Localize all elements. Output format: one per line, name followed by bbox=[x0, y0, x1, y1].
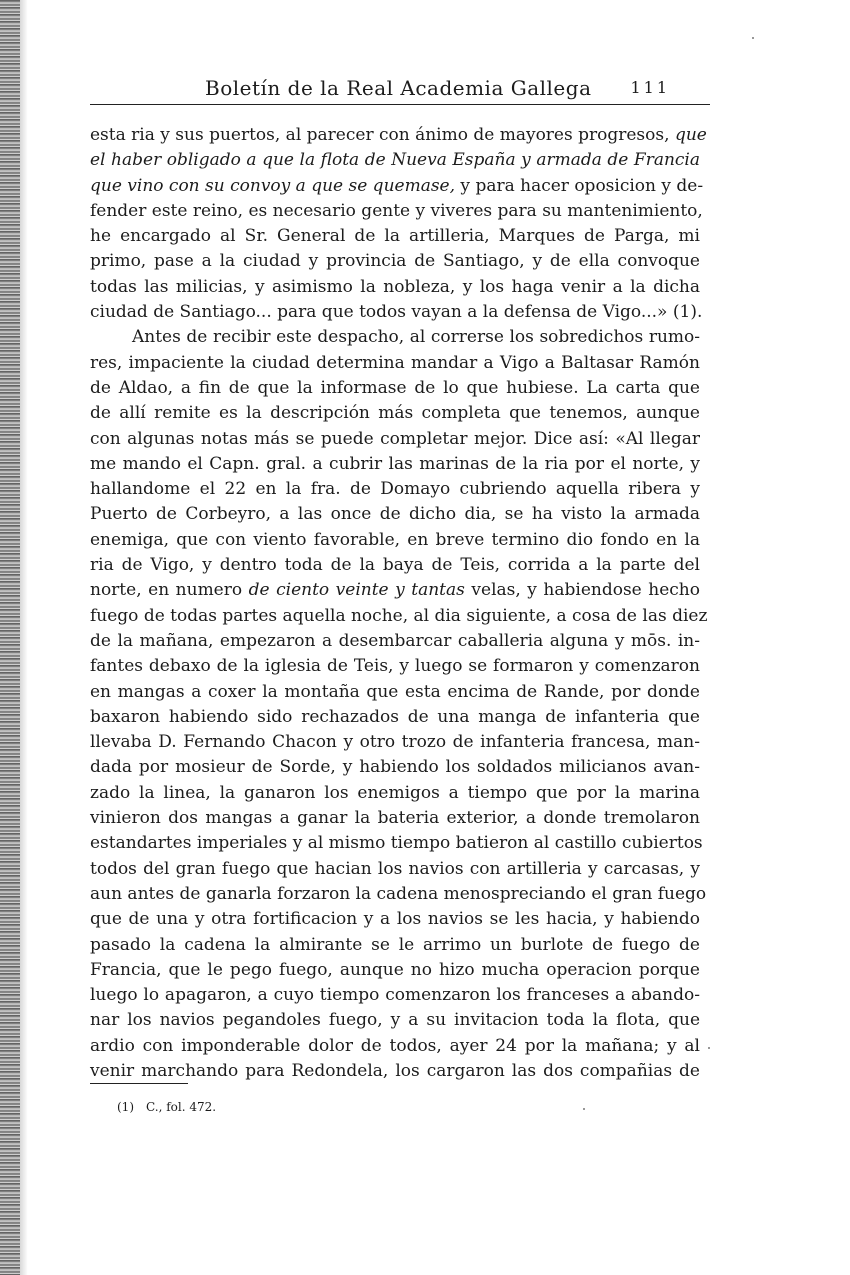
text-span: y para hacer oposicion y de- bbox=[455, 175, 704, 196]
text-span: todos del gran fuego que hacian los navios con artilleria y carcasas, y bbox=[90, 858, 700, 879]
text-span: de la mañana, empezaron a desembarcar caballeria alguna y mōs. in- bbox=[90, 630, 700, 651]
text-line bbox=[90, 427, 700, 452]
text-line bbox=[90, 604, 708, 629]
paper-speck bbox=[752, 37, 754, 39]
text-line bbox=[90, 300, 703, 325]
italic-text: que vino con su convoy a que se quemase, bbox=[90, 175, 456, 196]
text-line bbox=[90, 705, 700, 730]
text-span: que de una y otra fortificacion y a los navios se les hacia, y habiendo bbox=[90, 909, 700, 930]
text-line bbox=[90, 249, 700, 274]
text-span: de Aldao, a fin de que la informase de lo que hubiese. La carta que bbox=[90, 377, 700, 398]
italic-text: el haber obligado a que la flota de Nueva España y armada de Francia bbox=[90, 150, 700, 171]
text-line bbox=[90, 275, 700, 300]
text-span: fuego de todas partes aquella noche, al dia siguiente, a cosa de las diez bbox=[90, 605, 708, 626]
text-span: Antes de recibir este despacho, al correrse los sobredichos rumo- bbox=[132, 327, 700, 348]
text-line bbox=[90, 654, 700, 679]
page-number: 111 bbox=[630, 78, 670, 97]
binding-edge bbox=[0, 0, 20, 1275]
text-line bbox=[90, 755, 700, 780]
text-line bbox=[90, 553, 700, 578]
text-line bbox=[90, 983, 700, 1008]
text-span: he encargado al Sr. General de la artilleria, Marques de Parga, mi bbox=[90, 226, 700, 247]
text-span: venir marchando para Redondela, los cargaron las dos compañias de bbox=[90, 1060, 700, 1081]
text-line bbox=[90, 452, 700, 477]
running-header bbox=[90, 76, 710, 104]
italic-text: de ciento veinte y tantas bbox=[248, 580, 465, 601]
text-line bbox=[90, 351, 700, 376]
text-line bbox=[90, 1008, 700, 1033]
text-span: nar los navios pegandoles fuego, y a su invitacion toda la flota, que bbox=[90, 1010, 700, 1031]
text-line bbox=[90, 376, 700, 401]
text-line bbox=[90, 680, 700, 705]
text-span: luego lo apagaron, a cuyo tiempo comenzaron los franceses a abando- bbox=[90, 985, 700, 1006]
paper-speck bbox=[583, 1108, 585, 1110]
italic-text: que bbox=[674, 125, 707, 145]
text-line bbox=[90, 325, 700, 350]
text-span: velas, y habiendose hecho bbox=[464, 580, 700, 601]
text-span: norte, en numero bbox=[90, 580, 249, 601]
text-span: hallandome el 22 en la fra. de Domayo cubriendo aquella ribera y bbox=[90, 479, 700, 500]
text-span: baxaron habiendo sido rechazados de una manga de infanteria que bbox=[90, 706, 700, 727]
text-span: con algunas notas más se puede completar mejor. Dice así: «Al llegar bbox=[90, 428, 700, 449]
footnote-rule bbox=[90, 1083, 188, 1084]
text-line bbox=[90, 806, 700, 831]
text-line bbox=[90, 502, 700, 527]
text-span: enemiga, que con viento favorable, en breve termino dio fondo en la bbox=[90, 529, 700, 550]
text-span: primo, pase a la ciudad y provincia de Santiago, y de ella convoque bbox=[90, 251, 700, 272]
text-line bbox=[90, 401, 700, 426]
text-span: Puerto de Corbeyro, a las once de dicho dia, se ha visto la armada bbox=[90, 504, 700, 525]
footnote-text: C., fol. 472. bbox=[146, 1100, 217, 1114]
text-line bbox=[90, 629, 700, 654]
text-span: llevaba D. Fernando Chacon y otro trozo de infanteria francesa, man- bbox=[90, 732, 700, 753]
body-text bbox=[90, 123, 708, 1084]
text-span: vinieron dos mangas a ganar la bateria exterior, a donde tremolaron bbox=[90, 808, 700, 829]
text-line bbox=[90, 528, 700, 553]
footnote bbox=[117, 1100, 216, 1114]
text-span: dada por mosieur de Sorde, y habiendo los soldados milicianos avan- bbox=[90, 757, 700, 778]
text-span: estandartes imperiales y al mismo tiempo batieron al castillo cubiertos bbox=[90, 833, 703, 854]
text-span: res, impaciente la ciudad determina mandar a Vigo a Baltasar Ramón bbox=[90, 352, 700, 373]
text-line bbox=[90, 174, 704, 199]
text-span: ria de Vigo, y dentro toda de la baya de Teis, corrida a la parte del bbox=[90, 555, 700, 576]
header-rule bbox=[90, 104, 710, 105]
text-line bbox=[90, 1034, 700, 1059]
text-line bbox=[90, 831, 703, 856]
text-line bbox=[90, 148, 700, 173]
running-title: Boletín de la Real Academia Gallega bbox=[205, 76, 592, 100]
text-span: me mando el Capn. gral. a cubrir las marinas de la ria por el norte, y bbox=[90, 453, 700, 474]
text-span: Francia, que le pego fuego, aunque no hizo mucha operacion porque bbox=[90, 959, 700, 980]
text-line bbox=[90, 224, 700, 249]
text-span: aun antes de ganarla forzaron la cadena menospreciando el gran fuego bbox=[90, 883, 707, 904]
text-line bbox=[90, 857, 700, 882]
text-line bbox=[90, 477, 700, 502]
text-span: en mangas a coxer la montaña que esta encima de Rande, por donde bbox=[90, 681, 700, 702]
text-span: fender este reino, es necesario gente y viveres para su mantenimiento, bbox=[90, 200, 703, 221]
text-span: pasado la cadena la almirante se le arrimo un burlote de fuego de bbox=[90, 934, 700, 955]
text-span: zado la linea, la ganaron los enemigos a tiempo que por la marina bbox=[90, 782, 700, 803]
footnote-marker: (1) bbox=[117, 1100, 134, 1114]
text-line bbox=[90, 199, 703, 224]
text-span: esta ria y sus puertos, al parecer con ánimo de mayores progresos, bbox=[90, 125, 675, 145]
text-line bbox=[90, 578, 700, 603]
text-line bbox=[90, 933, 700, 958]
text-span: fantes debaxo de la iglesia de Teis, y luego se formaron y comenzaron bbox=[90, 656, 700, 677]
text-line bbox=[90, 958, 700, 983]
text-line bbox=[90, 1059, 700, 1084]
text-line bbox=[90, 781, 700, 806]
text-span: ciudad de Santiago... para que todos vayan a la defensa de Vigo...» (1). bbox=[90, 302, 703, 323]
text-span: ardio con imponderable dolor de todos, ayer 24 por la mañana; y al bbox=[90, 1035, 700, 1056]
text-line bbox=[90, 907, 700, 932]
text-line bbox=[90, 882, 707, 907]
paper-speck bbox=[708, 1047, 710, 1049]
text-span: de allí remite es la descripción más completa que tenemos, aunque bbox=[90, 403, 700, 424]
text-line bbox=[90, 123, 707, 148]
text-span: todas las milicias, y asimismo la nobleza, y los haga venir a la dicha bbox=[90, 276, 700, 297]
text-line bbox=[90, 730, 700, 755]
